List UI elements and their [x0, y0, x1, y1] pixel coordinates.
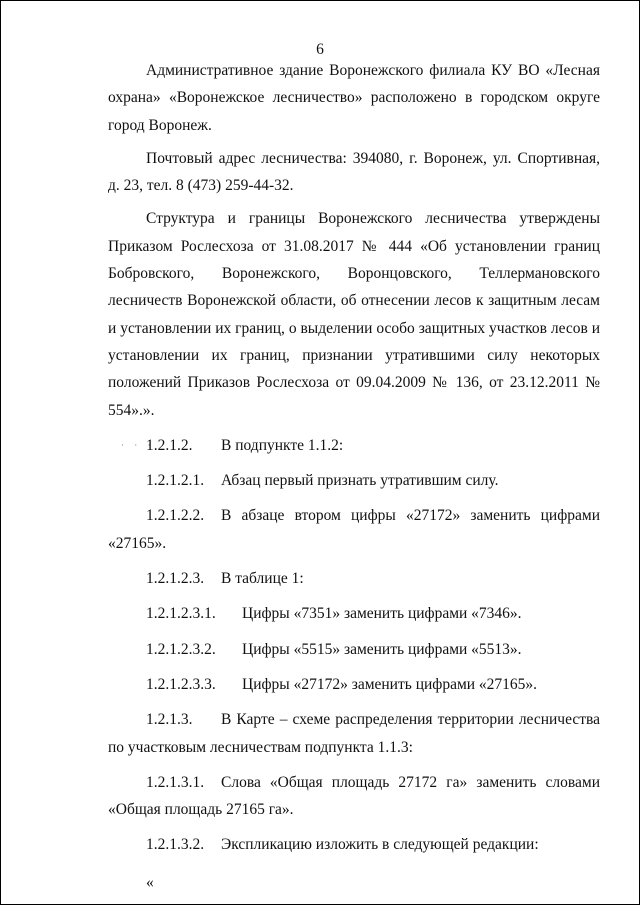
list-item	[108, 565, 600, 592]
item-text-continued: «27165».	[108, 534, 167, 552]
document-body	[108, 57, 600, 896]
list-item	[108, 600, 600, 627]
item-number: 1.2.1.2.2.	[146, 507, 205, 525]
item-number: 1.2.1.2.3.	[146, 570, 205, 588]
list-item	[108, 769, 600, 824]
item-text: Цифры «27172» заменить цифрами «27165».	[242, 675, 538, 693]
list-item	[108, 671, 600, 698]
list-item	[108, 831, 600, 858]
item-number: 1.2.1.2.3.3.	[146, 675, 216, 693]
item-number: 1.2.1.3.	[146, 711, 193, 729]
item-text: В подпункте 1.1.2:	[221, 436, 344, 454]
list-item	[108, 502, 600, 557]
list-item	[108, 636, 600, 663]
item-text: Абзац первый признать утратившим силу.	[221, 472, 499, 490]
item-text: Экспликацию изложить в следующей редакции:	[221, 836, 539, 854]
item-text: Слова «Общая площадь 27172 га» заменить словами	[221, 773, 600, 791]
item-number: 1.2.1.3.1.	[146, 773, 205, 791]
item-number: 1.2.1.3.2.	[146, 836, 205, 854]
item-text: Цифры «7351» заменить цифрами «7346».	[242, 605, 522, 623]
item-text-continued: по участковым лесничествам подпункта 1.1.3:	[108, 738, 413, 756]
list-item	[108, 467, 600, 494]
list-item	[108, 432, 600, 459]
paragraph-postal-address: Почтовый адрес лесничества: 394080, г. Воронеж, ул. Спортивная, д. 23, тел. 8 (473) 259-44-32.	[108, 149, 600, 195]
list-item	[108, 706, 600, 761]
item-number: 1.2.1.2.	[146, 436, 193, 454]
paragraph-structure: Структура и границы Воронежского лесничества утверждены Приказом Рослесхоза от 31.08.2017 № 444 «Об установлении границ Бобровского, Воронежского, Воронцовского, Теллермановского лесничеств Воронежской области, об отнесении лесов к защитным лесам и установлении их границ, о выделении особо защитных участков лесов и установлении их границ, признании утратившими силу некоторых положений Приказов Рослесхоза от 09.04.2009 № 136, от 23.12.2011 № 554».».	[108, 210, 600, 419]
item-text-continued: «Общая площадь 27165 га».	[108, 801, 294, 819]
item-text: В Карте – схеме распределения территории лесничества	[221, 711, 600, 729]
item-text: В таблице 1:	[221, 570, 304, 588]
paragraph-admin-building: Административное здание Воронежского филиала КУ ВО «Лесная охрана» «Воронежское лесничество» расположено в городском округе город Воронеж.	[108, 62, 600, 134]
item-text: Цифры «5515» заменить цифрами «5513».	[242, 640, 522, 658]
scan-specks: · · ·	[121, 440, 155, 450]
item-number: 1.2.1.2.1.	[146, 472, 205, 490]
page-number: 6	[316, 41, 324, 58]
item-number: 1.2.1.2.3.2.	[146, 640, 216, 658]
opening-quote-mark: «	[146, 873, 154, 891]
item-text: В абзаце втором цифры «27172» заменить цифрами	[221, 507, 600, 525]
item-number: 1.2.1.2.3.1.	[146, 605, 216, 623]
